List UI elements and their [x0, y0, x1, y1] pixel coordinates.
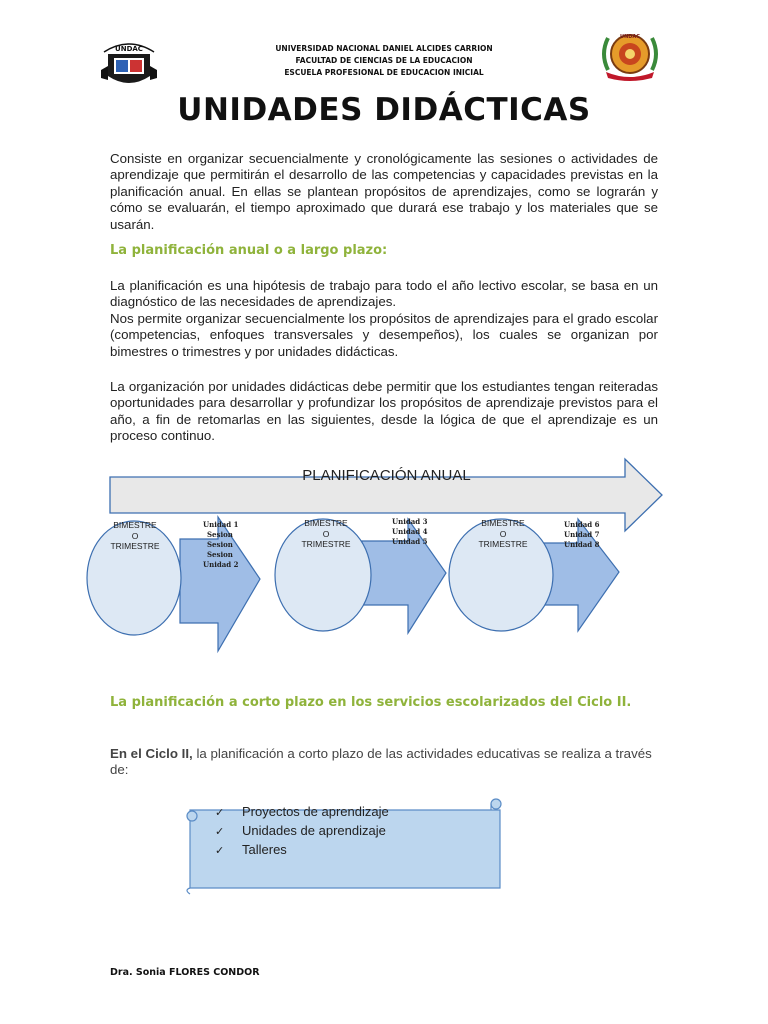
footer-author: Dra. Sonia FLORES CONDOR — [110, 967, 260, 978]
period-circle-2-label: BIMESTRE O TRIMESTRE — [301, 518, 351, 549]
section-heading-short-term: La planificación a corto plazo en los servicios escolarizados del Ciclo II. — [110, 695, 632, 710]
header-faculty: FACULTAD DE CIENCIAS DE LA EDUCACION — [295, 56, 473, 65]
check-icon: ✓ — [215, 826, 225, 838]
paragraph-organize: Nos permite organizar secuencialmente los propósitos de aprendizajes para el grado escolar (competencias, enfoques transversales y desempeños), los cuales se organizan por bimestres o trimestres y por unidades didácticas. — [110, 311, 658, 359]
section-heading-long-term: La planificación anual o a largo plazo: — [110, 243, 388, 258]
right-logo-text: UNDAC — [620, 34, 640, 40]
units-block-3: Unidad 6 Unidad 7 Unidad 8 — [564, 520, 600, 549]
annual-planning-label: PLANIFICACIÓN ANUAL — [302, 467, 471, 484]
header-school: ESCUELA PROFESIONAL DE EDUCACION INICIAL — [284, 68, 484, 77]
ciclo-ii-rest: la planificación a corto plazo de las actividades educativas se realiza a través de: — [110, 746, 652, 778]
check-icon: ✓ — [215, 845, 225, 857]
paragraph-ciclo-ii — [110, 746, 658, 779]
units-block-2: Unidad 3 Unidad 4 Unidad 5 — [392, 517, 428, 546]
period-circle-3-label: BIMESTRE O TRIMESTRE — [478, 518, 528, 549]
list-item: ✓ Talleres — [215, 841, 389, 860]
units-block-1: Unidad 1 Sesion Sesion Sesion Unidad 2 — [203, 520, 239, 569]
check-icon: ✓ — [215, 807, 225, 819]
header-university: UNIVERSIDAD NACIONAL DANIEL ALCIDES CARRION — [275, 44, 493, 53]
learning-formats-list — [215, 803, 389, 860]
paragraph-units: La organización por unidades didácticas debe permitir que los estudiantes tengan reiteradas oportunidades para desarrollar y profundizar los propósitos de aprendizaje previstos para el año, a fin de retomarlas en las siguientes, desde la lógica de que el aprendizaje es un proceso continuo. — [110, 379, 658, 444]
list-item: ✓ Proyectos de aprendizaje — [215, 803, 389, 822]
intro-paragraph: Consiste en organizar secuencialmente y cronológicamente las sesiones o actividades de aprendizaje que permitirán el desarrollo de las competencias y capacidades previstas en la planificación anual. En ellas se plantean propósitos de aprendizajes, como se lograrán y cómo se evaluarán, el tiempo aproximado que durará ese trabajo y los materiales que se usarán. — [110, 151, 658, 232]
list-item: ✓ Unidades de aprendizaje — [215, 822, 389, 841]
ciclo-ii-bold: En el Ciclo II, — [110, 746, 193, 761]
left-logo-text: UNDAC — [115, 45, 143, 53]
period-circle-1-label: BIMESTRE O TRIMESTRE — [110, 520, 160, 551]
annual-planning-diagram — [80, 455, 680, 660]
page-title: UNIDADES DIDÁCTICAS — [177, 92, 591, 128]
paragraph-hypothesis: La planificación es una hipótesis de trabajo para todo el año lectivo escolar, se basa en un diagnóstico de las necesidades de aprendizajes. — [110, 278, 658, 310]
